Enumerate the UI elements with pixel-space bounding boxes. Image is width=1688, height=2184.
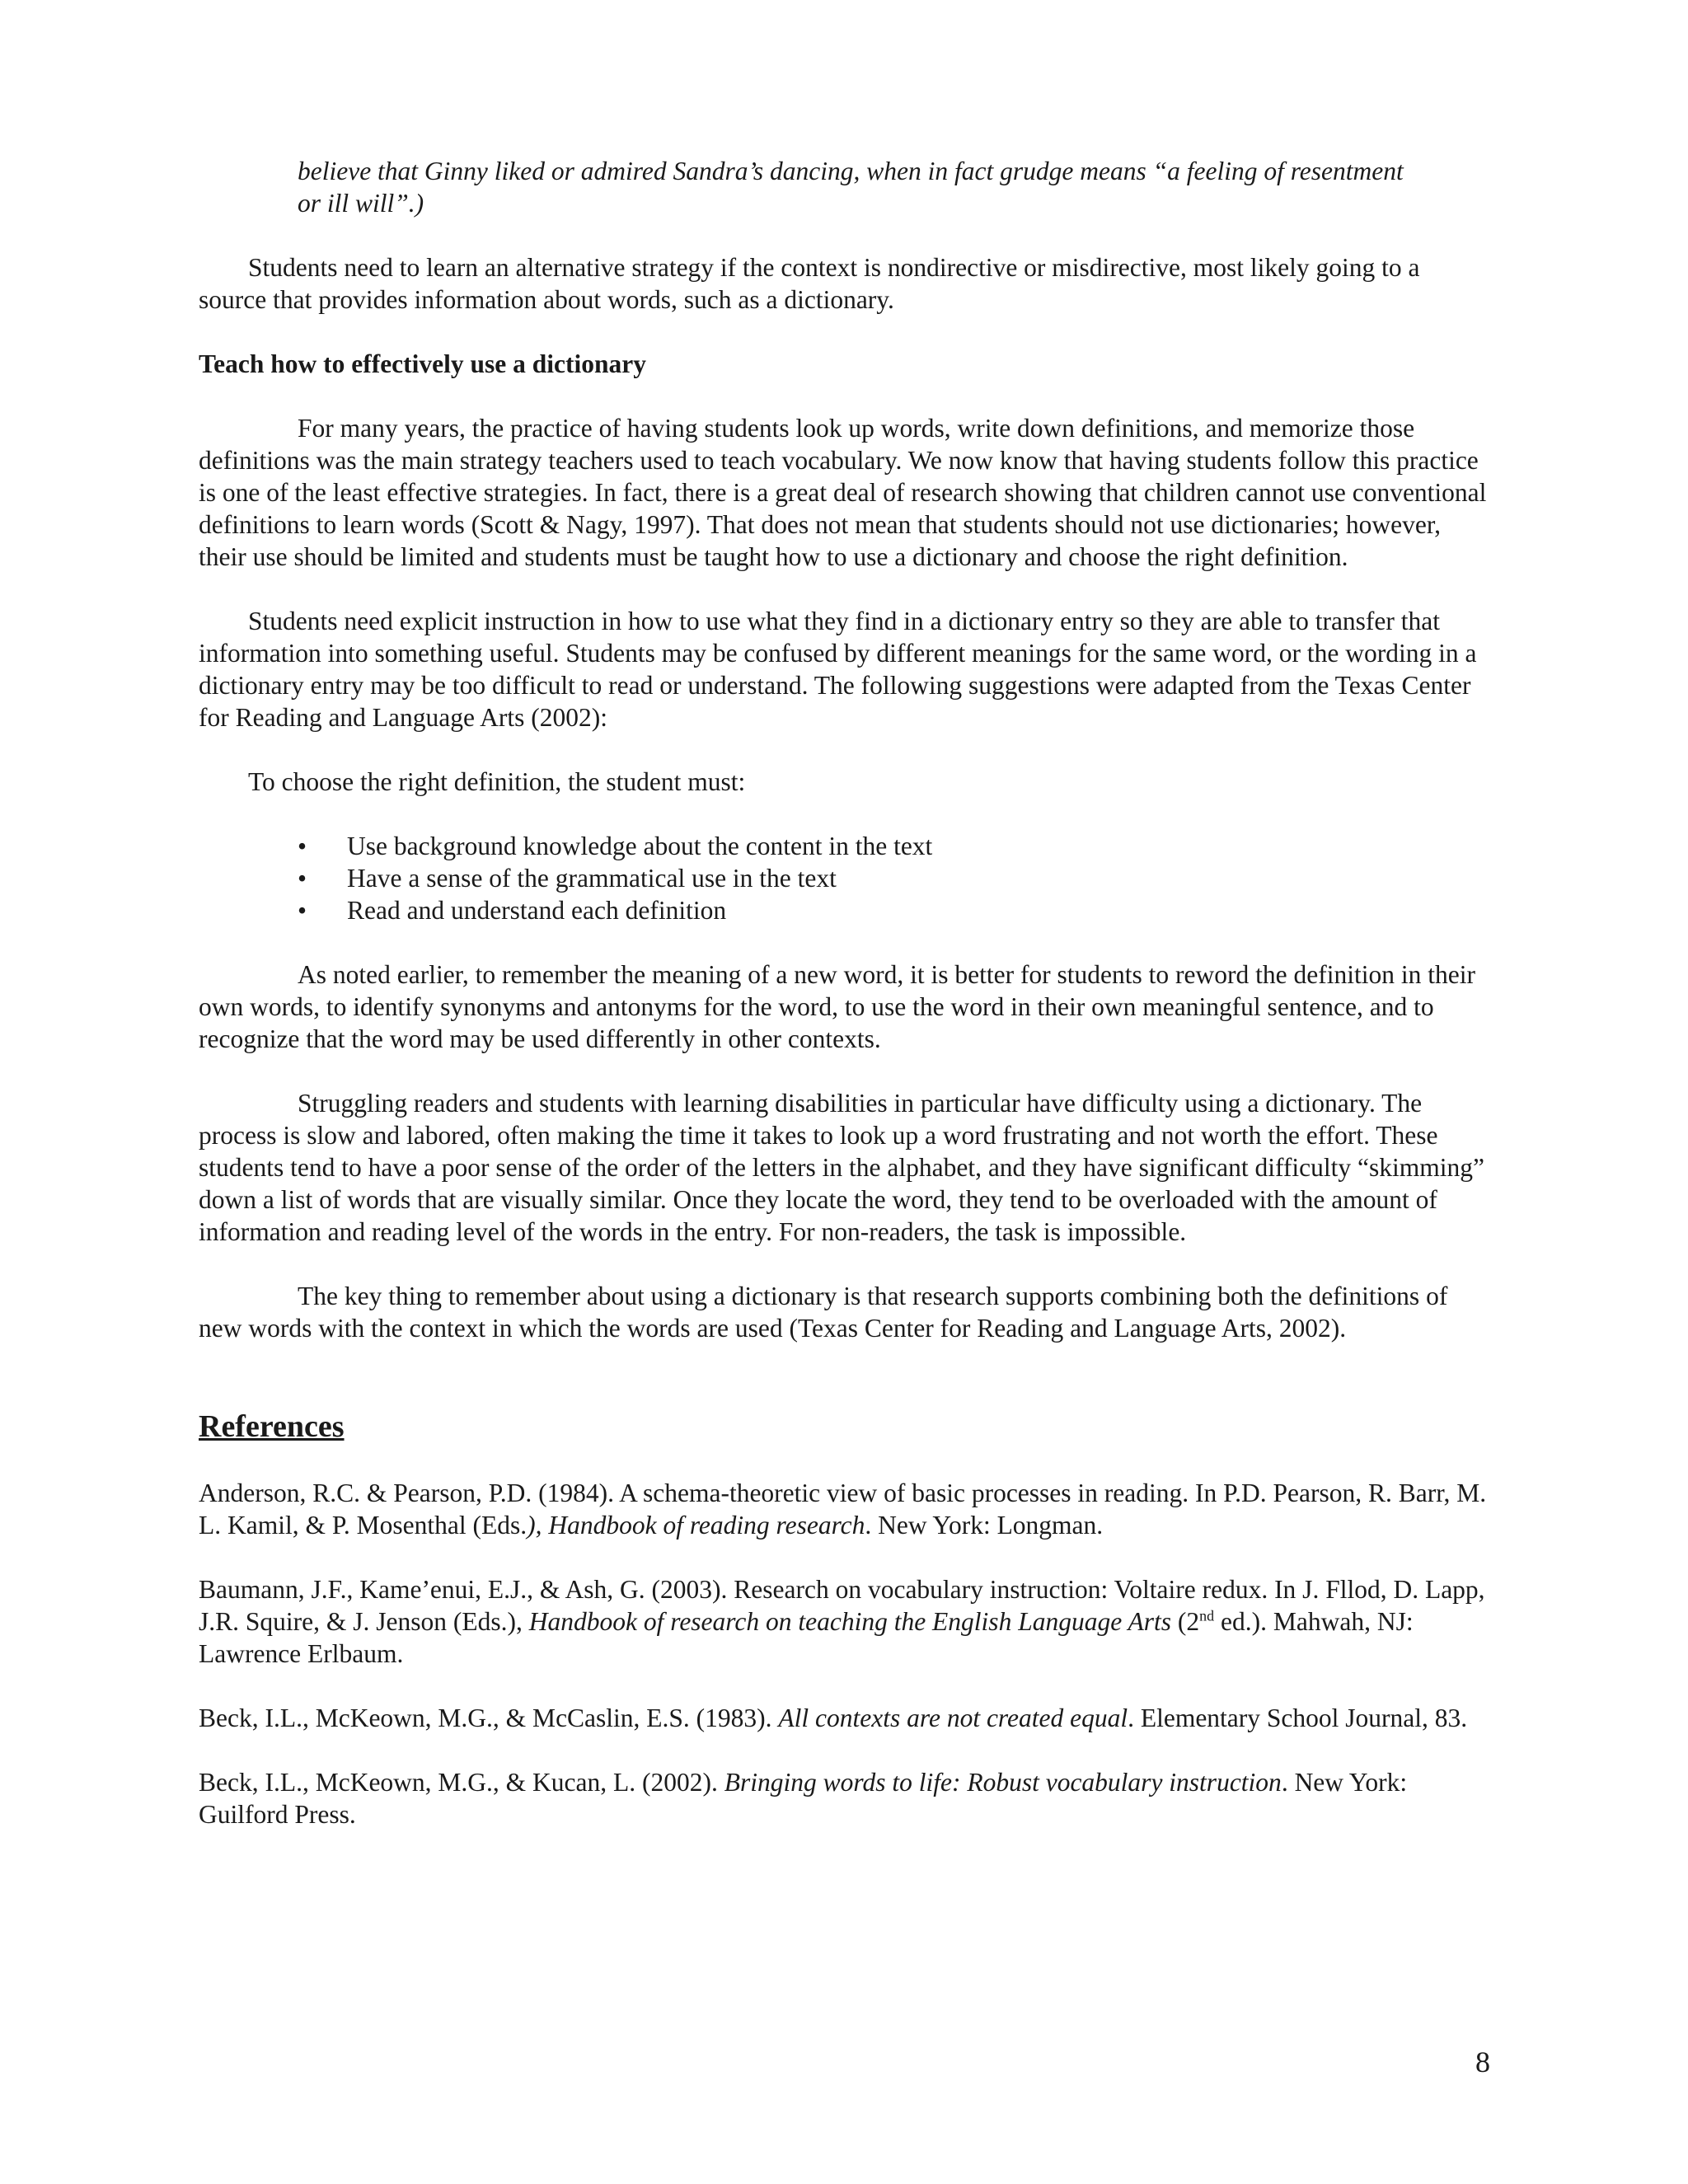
list-item-text: Read and understand each definition: [347, 896, 727, 925]
body-paragraph: As noted earlier, to remember the meaning of a new word, it is better for students to reword the definition in their own words, to identify synonyms and antonyms for the word, to use the word in their own meaningful sentence, and to recognize that the word may be used differently in other contexts.: [199, 960, 1475, 1053]
ordinal-superscript: nd: [1199, 1607, 1215, 1624]
reference-text: Beck, I.L., McKeown, M.G., & McCaslin, E.S. (1983).: [199, 1704, 779, 1732]
page-number: 8: [1475, 2046, 1490, 2079]
reference-text: . New York: Guilford Press.: [199, 1768, 1408, 1829]
bullet-icon: •: [298, 832, 307, 860]
reference-text: Baumann, J.F., Kame’enui, E.J., & Ash, G. (2003). Research on vocabulary instruction: Voltaire redux. In J. Fllod, D. Lapp, J.R. Squire, & J. Jenson (Eds.),: [199, 1575, 1485, 1636]
list-item: [199, 830, 1489, 862]
bullet-list: [199, 830, 1489, 926]
reference-text: . Elementary School Journal, 83.: [1128, 1704, 1468, 1732]
quote-line: believe that Ginny liked or admired Sandra’s dancing, when in fact grudge means “a feeling of resentment: [298, 157, 1404, 185]
reference-title: Bringing words to life: Robust vocabulary instruction: [724, 1768, 1282, 1797]
list-item: [199, 894, 1489, 926]
reference-text: . New York: Longman.: [865, 1511, 1104, 1540]
section-heading: Teach how to effectively use a dictionary: [199, 349, 647, 378]
reference-entry: [199, 1766, 1489, 1830]
list-item: [199, 862, 1489, 894]
bullet-icon: •: [298, 896, 307, 925]
reference-text: Beck, I.L., McKeown, M.G., & Kucan, L. (2002).: [199, 1768, 724, 1797]
references-heading: References: [199, 1409, 345, 1444]
reference-text: (2: [1171, 1607, 1200, 1636]
reference-entry: [199, 1573, 1489, 1670]
body-paragraph: The key thing to remember about using a dictionary is that research supports combining both the definitions of new words with the context in which the words are used (Texas Center for Reading and Language Arts, 2002).: [199, 1282, 1448, 1343]
reference-text: ed.). Mahwah, NJ: Lawrence Erlbaum.: [199, 1607, 1414, 1668]
reference-text: Anderson, R.C. & Pearson, P.D. (1984). A schema-theoretic view of basic processes in reading. In P.D. Pearson, R. Barr, M. L. Kamil, & P. Mosenthal (Eds.: [199, 1479, 1487, 1540]
list-intro: To choose the right definition, the student must:: [248, 767, 746, 796]
alt-strategy-paragraph: Students need to learn an alternative strategy if the context is nondirective or misdirective, most likely going to a source that provides information about words, such as a dictionary.: [199, 253, 1420, 314]
body-paragraph: Students need explicit instruction in how to use what they find in a dictionary entry so they are able to transfer that information into something useful. Students may be confused by different meanings for the same word, or the wording in a dictionary entry may be too difficult to read or understand. The following suggestions were adapted from the Texas Center for Reading and Language Arts (2002):: [199, 607, 1477, 732]
reference-entry: [199, 1477, 1489, 1541]
quote-line: or ill will”.): [298, 189, 424, 218]
page-content: [199, 155, 1489, 1830]
body-paragraph: Struggling readers and students with learning disabilities in particular have difficulty using a dictionary. The process is slow and labored, often making the time it takes to look up a word frustrating and not worth the effort. These students tend to have a poor sense of the order of the letters in the alphabet, and they have significant difficulty “skimming” down a list of words that are visually similar. Once they locate the word, they tend to be overloaded with the amount of information and reading level of the words in the entry. For non-readers, the task is impossible.: [199, 1089, 1484, 1246]
list-item-text: Use background knowledge about the content in the text: [347, 832, 933, 860]
reference-entry: [199, 1702, 1489, 1734]
bullet-icon: •: [298, 864, 307, 893]
list-item-text: Have a sense of the grammatical use in the text: [347, 864, 837, 893]
body-paragraph: For many years, the practice of having students look up words, write down definitions, and memorize those definitions was the main strategy teachers used to teach vocabulary. We now know that having students follow this practice is one of the least effective strategies. In fact, there is a great deal of research showing that children cannot use conventional definitions to learn words (Scott & Nagy, 1997). That does not mean that students should not use dictionaries; however, their use should be limited and students must be taught how to use a dictionary and choose the right definition.: [199, 414, 1487, 571]
reference-title: Handbook of research on teaching the English Language Arts: [528, 1607, 1172, 1636]
example-quote-continuation: [298, 155, 1489, 219]
reference-title: All contexts are not created equal: [778, 1704, 1128, 1732]
reference-title: ), Handbook of reading research: [527, 1511, 865, 1540]
